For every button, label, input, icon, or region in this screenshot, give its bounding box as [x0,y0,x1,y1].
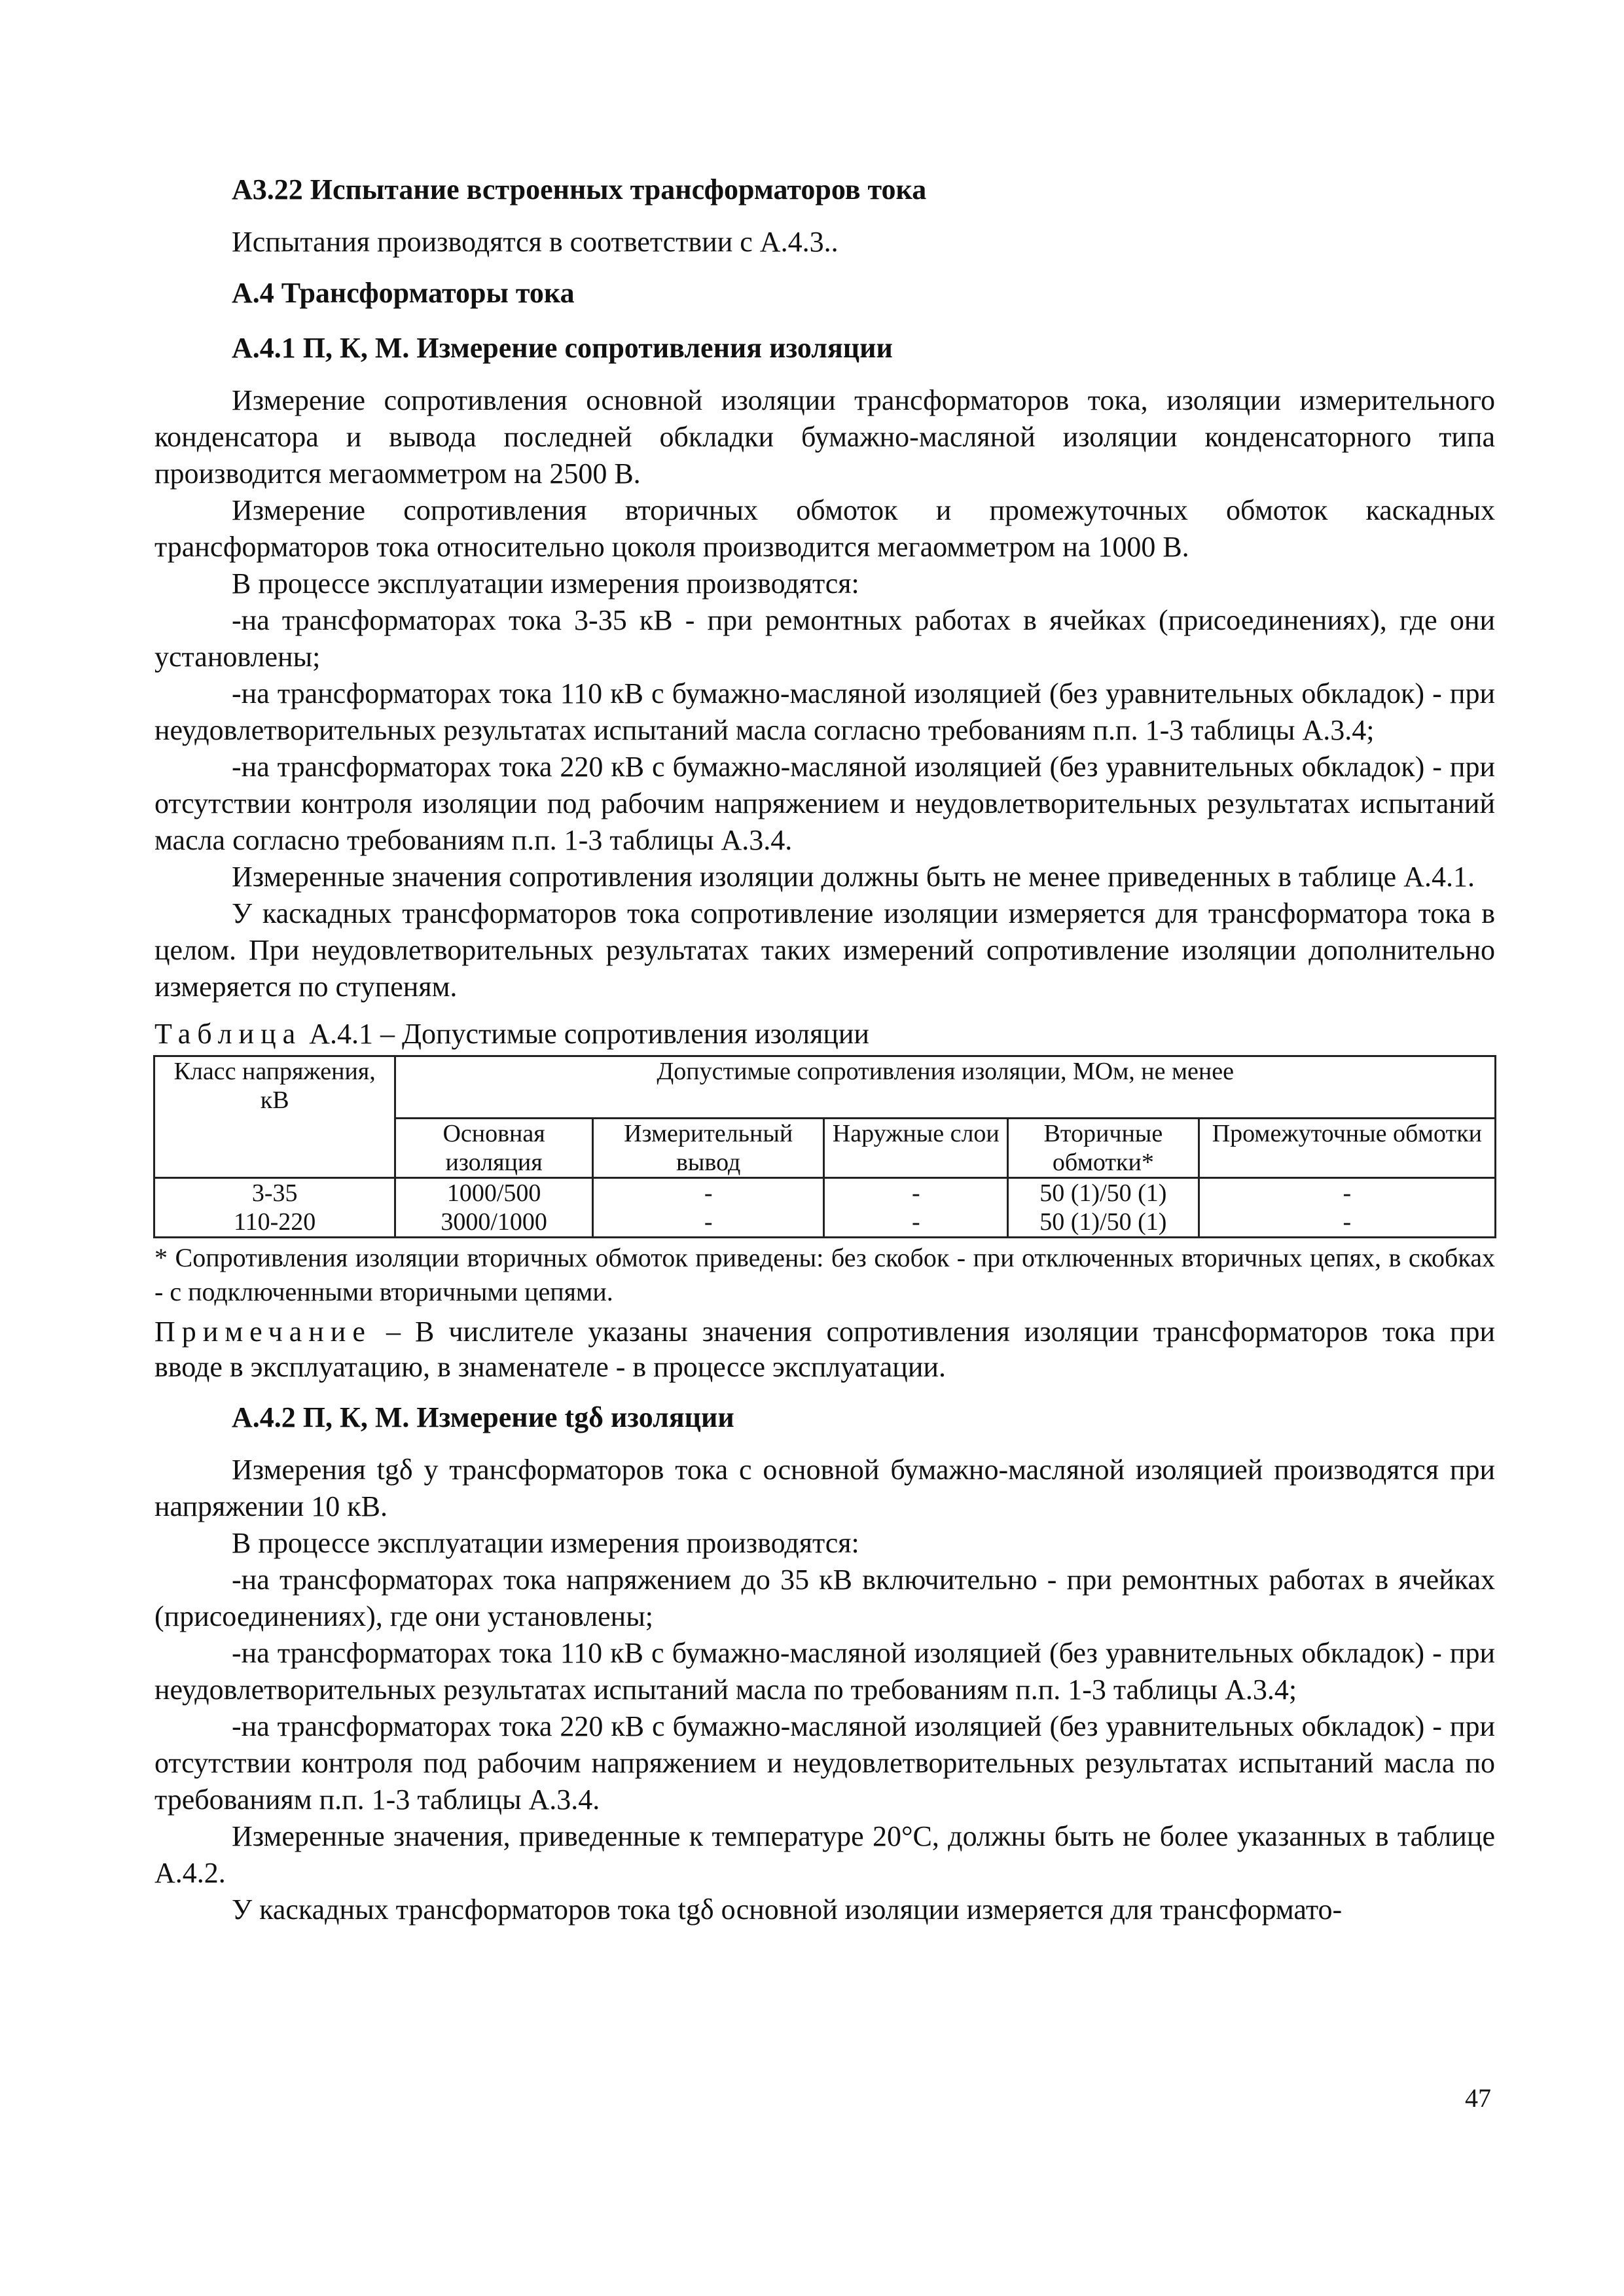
list-item: -на трансформаторах тока напряжением до 35 кВ включительно - при ремонтных работах в ячейках (присоединениях), где они установлены; [154,1564,1495,1632]
table-cell: 3000/1000 [395,1208,592,1238]
table-cell: - [1199,1178,1495,1208]
table-header-group: Допустимые сопротивления изоляции, МОм, не менее [395,1056,1496,1119]
table-caption-title: А.4.1 – Допустимые сопротивления изоляции [302,1018,869,1050]
insulation-resistance-table [153,1055,1496,1238]
table-header-cell: Основная изоляция [395,1119,592,1178]
section-heading-a4: А.4 Трансформаторы тока [232,277,575,309]
table-caption-label: Таблица [154,1018,302,1050]
section-heading-a322: А3.22 Испытание встроенных трансформаторов тока [232,173,927,206]
table-row [154,1208,1496,1238]
paragraph: Измеренные значения сопротивления изоляции должны быть не менее приведенных в таблице А.4.1. [232,861,1475,893]
table-header-cell: Промежуточные обмотки [1199,1119,1495,1178]
table-cell: 50 (1)/50 (1) [1008,1208,1199,1238]
paragraph: Измерения tgδ у трансформаторов тока с основной бумажно-масляной изоляцией производятся при напряжении 10 кВ. [154,1454,1495,1522]
paragraph: Измеренные значения, приведенные к температуре 20°С, должны быть не более указанных в таблице А.4.2. [154,1820,1495,1889]
note-text: – В числителе указаны значения сопротивления изоляции трансформаторов тока при вводе в эксплуатацию, в знаменателе - в процессе эксплуатации. [154,1316,1495,1383]
paragraph: Измерение сопротивления вторичных обмоток и промежуточных обмоток каскадных трансформаторов тока относительно цоколя производится мегаомметром на 1000 В. [154,494,1495,563]
paragraph: Испытания производятся в соответствии с А.4.3.. [232,226,839,258]
list-item: -на трансформаторах тока 110 кВ с бумажно-масляной изоляцией (без уравнительных обкладок) - при неудовлетворительных результатах испытаний масла по требованиям п.п. 1-3 таблицы А.3.4; [154,1637,1495,1706]
table-header-cell: Наружные слои [824,1119,1008,1178]
table-cell: - [592,1178,824,1208]
table-cell: 1000/500 [395,1178,592,1208]
table-header-cell: Измерительный вывод [592,1119,824,1178]
list-item: -на трансформаторах тока 220 кВ с бумажно-масляной изоляцией (без уравнительных обкладок) - при отсутствии контроля под рабочим напряжением и неудовлетворительных результатах испытаний масла по требованиям п.п. 1-3 таблицы А.3.4. [154,1710,1495,1816]
paragraph: У каскадных трансформаторов тока сопротивление изоляции измеряется для трансформатора тока в целом. При неудовлетворительных результатах таких измерений сопротивление изоляции дополнительно измеряется по ступеням. [154,897,1495,1003]
table-header-class: Класс напряжения, кВ [154,1056,395,1178]
section-heading-a42: А.4.2 П, К, М. Измерение tgδ изоляции [232,1401,734,1433]
table-header-cell: Вторичные обмотки* [1008,1119,1199,1178]
paragraph: У каскадных трансформаторов тока tgδ основной изоляции измеряется для трансформато- [232,1893,1343,1926]
table-row [154,1178,1496,1208]
table-cell: 110-220 [154,1208,395,1238]
paragraph: В процессе эксплуатации измерения производятся: [232,1527,859,1559]
table-cell: - [592,1208,824,1238]
table-cell: - [1199,1208,1495,1238]
paragraph: В процессе эксплуатации измерения производятся: [232,567,859,600]
table-note [154,1314,1495,1385]
paragraph: Измерение сопротивления основной изоляции трансформаторов тока, изоляции измерительного конденсатора и вывода последней обкладки бумажно-масляной изоляции конденсаторного типа производится мегаомметром на 2500 В. [154,384,1495,490]
note-label: Примечание [154,1316,372,1348]
page-content [154,169,1495,1928]
list-item: -на трансформаторах тока 110 кВ с бумажно-масляной изоляцией (без уравнительных обкладок) - при неудовлетворительных результатах испытаний масла согласно требованиям п.п. 1-3 таблицы А.3.4; [154,677,1495,746]
list-item: -на трансформаторах тока 220 кВ с бумажно-масляной изоляцией (без уравнительных обкладок) - при отсутствии контроля изоляции под рабочим напряжением и неудовлетворительных результатах испытаний масла согласно требованиям п.п. 1-3 таблицы А.3.4. [154,751,1495,856]
table-cell: - [824,1208,1008,1238]
table-footnote: * Сопротивления изоляции вторичных обмоток приведены: без скобок - при отключенных вторичных цепях, в скобках - с подключенными вторичными цепями. [154,1243,1495,1306]
table-cell: - [824,1178,1008,1208]
page-number: 47 [1465,2083,1491,2113]
table-cell: 50 (1)/50 (1) [1008,1178,1199,1208]
section-heading-a41: А.4.1 П, К, М. Измерение сопротивления изоляции [232,332,893,364]
table-caption [154,1016,1495,1052]
list-item: -на трансформаторах тока 3-35 кВ - при ремонтных работах в ячейках (присоединениях), где они установлены; [154,604,1495,673]
table-cell: 3-35 [154,1178,395,1208]
